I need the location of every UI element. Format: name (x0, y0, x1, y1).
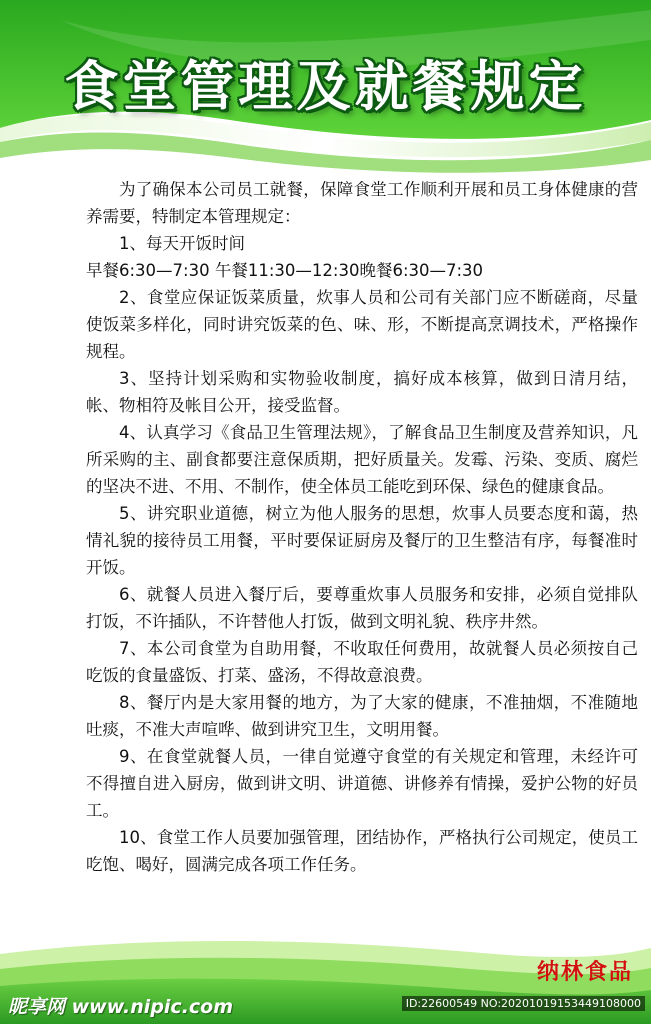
watermark-id: ID:22600549 NO:20201019153449108000 (402, 996, 645, 1011)
page-title: 食堂管理及就餐规定 (64, 55, 587, 118)
rule-item: 3、坚持计划采购和实物验收制度，搞好成本核算，做到日清月结，帐、物相符及帐目公开，接受监督。 (86, 369, 638, 415)
intro-paragraph: 为了确保本公司员工就餐，保障食堂工作顺利开展和员工身体健康的营养需要，特制定本管理规定： (86, 180, 638, 226)
rule-item: 6、就餐人员进入餐厅后，要尊重炊事人员服务和安排，必须自觉排队打饭，不许插队，不许替他人打饭，做到文明礼貌、秩序井然。 (86, 585, 638, 631)
rule-item: 4、认真学习《食品卫生管理法规》，了解食品卫生制度及营养知识，凡所采购的主、副食都要注意保质期，把好质量关。发霉、污染、变质、腐烂的坚决不进、不用、不制作，使全体员工能吃到环保、绿色的健康食品。 (86, 423, 638, 496)
company-brand: 纳林食品 (536, 960, 633, 985)
rule-item: 7、本公司食堂为自助用餐，不收取任何费用，故就餐人员必须按自己吃饭的食量盛饭、打菜、盛汤，不得故意浪费。 (86, 639, 638, 685)
rule-item: 9、在食堂就餐人员，一律自觉遵守食堂的有关规定和管理，未经许可不得擅自进入厨房，做到讲文明、讲道德、讲修养有情操，爱护公物的好员工。 (86, 747, 638, 820)
rule-item: 8、餐厅内是大家用餐的地方，为了大家的健康，不准抽烟，不准随地吐痰，不准大声喧哗、做到讲究卫生，文明用餐。 (86, 693, 638, 739)
rule-item: 5、讲究职业道德，树立为他人服务的思想，炊事人员要态度和蔼，热情礼貌的接待员工用餐，平时要保证厨房及餐厅的卫生整洁有序，每餐准时开饭。 (86, 504, 638, 577)
meal-times: 早餐6:30—7:30 午餐11:30—12:30晚餐6:30—7:30 (86, 261, 484, 280)
rule-item: 1、每天开饭时间 (119, 234, 245, 253)
watermark-logo: 昵享网 www.nipic.com (8, 996, 234, 1018)
rule-item: 10、食堂工作人员要加强管理，团结协作，严格执行公司规定，使员工吃饱、喝好，圆满完成各项工作任务。 (86, 828, 638, 874)
regulation-body (86, 176, 638, 878)
rule-item: 2、食堂应保证饭菜质量，炊事人员和公司有关部门应不断磋商，尽量使饭菜多样化，同时讲究饭菜的色、味、形，不断提高烹调技术，严格操作规程。 (86, 288, 638, 361)
